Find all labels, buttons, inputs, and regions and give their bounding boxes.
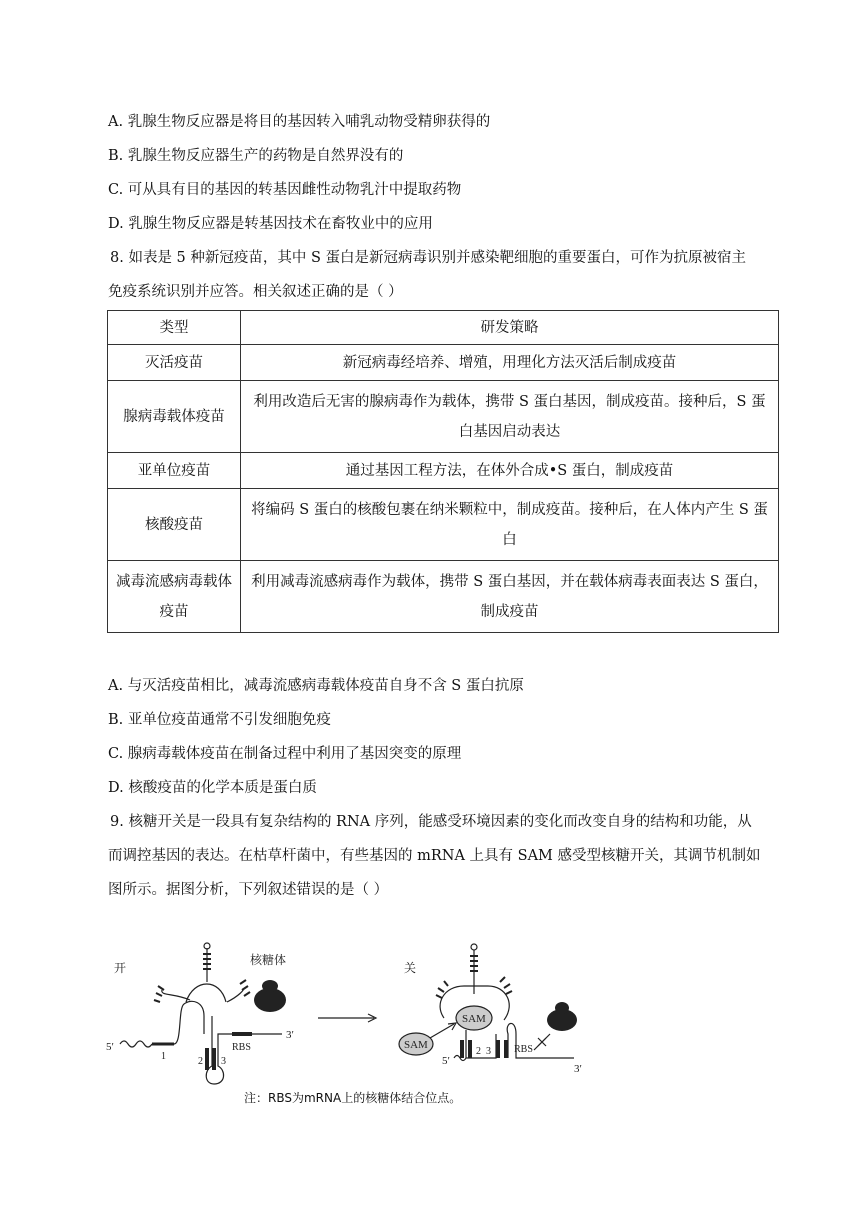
q8-stem-line1: 8. 如表是 5 种新冠疫苗，其中 S 蛋白是新冠病毒识别并感染靶细胞的重要蛋白，可作为抗原被宿主 [110,250,747,266]
hairpin-loop-right [471,944,477,950]
ribosome-label: 核糖体 [250,953,287,967]
n3-left: 3 [221,1056,226,1067]
three-prime-left: 3′ [286,1029,294,1041]
sam-arrow [430,1024,454,1038]
mrna-loop-left [174,1001,204,1044]
q7-option-c: C. 可从具有目的基因的转基因雌性动物乳汁中提取药物 [108,182,462,198]
n2-right: 2 [476,1046,481,1057]
row-strategy: 新冠病毒经培养、增殖，用理化方法灭活后制成疫苗 [241,345,779,381]
riboswitch-figure [104,938,604,1114]
table-row [108,453,779,489]
central-loop-left [186,984,226,1002]
sam-free-label: SAM [404,1039,428,1051]
five-prime-right: 5′ [442,1055,450,1067]
side-loop-left [162,990,190,1000]
row-type: 亚单位疫苗 [108,453,241,489]
q8-stem-line2: 免疫系统识别并应答。相关叙述正确的是（ ） [108,284,403,300]
left-bars-left [154,986,164,1002]
table-header-type: 类型 [108,311,241,345]
row-type: 腺病毒载体疫苗 [108,381,241,453]
q8-option-d: D. 核酸疫苗的化学本质是蛋白质 [108,780,317,796]
row-strategy: 利用改造后无害的腺病毒作为载体，携带 S 蛋白基因，制成疫苗。接种后，S 蛋白基因启动表达 [241,381,779,453]
q9-stem-line2: 而调控基因的表达。在枯草杆菌中，有些基因的 mRNA 上具有 SAM 感受型核糖开关，其调节机制如 [108,848,761,864]
table-row [108,381,779,453]
table-header-strategy: 研发策略 [241,311,779,345]
right-bars-left [240,980,250,996]
q8-option-c: C. 腺病毒载体疫苗在制备过程中利用了基因突变的原理 [108,746,462,762]
on-label: 开 [114,961,127,975]
row-strategy: 通过基因工程方法，在体外合成•S 蛋白，制成疫苗 [241,453,779,489]
stem-2-bar-left [205,1048,209,1070]
table-row [108,345,779,381]
bar-1-right [460,1040,464,1058]
off-label: 关 [404,961,417,975]
row-strategy: 利用减毒流感病毒作为载体，携带 S 蛋白基因，并在载体病毒表面表达 S 蛋白，制成疫苗 [241,561,779,633]
segment-1-label-left: 1 [161,1051,166,1062]
n2-left: 2 [198,1056,203,1067]
q8-option-b: B. 亚单位疫苗通常不引发细胞免疫 [108,712,331,728]
sam-bound-label: SAM [462,1013,486,1025]
blocked-cross [538,1038,546,1046]
q7-option-d: D. 乳腺生物反应器是转基因技术在畜牧业中的应用 [108,216,433,232]
q7-option-b: B. 乳腺生物反应器生产的药物是自然界没有的 [108,148,404,164]
q7-option-a: A. 乳腺生物反应器是将目的基因转入哺乳动物受精卵获得的 [108,114,491,130]
ribosome-small-right [555,1002,569,1014]
bar-3-right [496,1040,500,1058]
row-type: 核酸疫苗 [108,489,241,561]
vaccine-table [107,310,779,633]
table-row [108,489,779,561]
stem-3-bar-left [212,1048,216,1070]
row-type: 灭活疫苗 [108,345,241,381]
three-prime-right: 3′ [574,1063,582,1075]
mrna-wavy-left [120,1041,152,1047]
q9-stem-line1: 9. 核糖开关是一段具有复杂结构的 RNA 序列，能感受环境因素的变化而改变自身的结构和功能，从 [110,814,752,830]
left-bars-right [436,981,448,998]
table-row [108,561,779,633]
right-bars-right [500,977,512,994]
q8-option-a: A. 与灭活疫苗相比，减毒流感病毒载体疫苗自身不含 S 蛋白抗原 [108,678,524,694]
row-type: 减毒流感病毒载体疫苗 [108,561,241,633]
stem-2-3-left [206,1016,228,1084]
bar-2-right [468,1040,472,1058]
rbs-label-right: RBS [514,1044,533,1055]
ribosome-small-left [262,980,278,992]
q9-stem-line3: 图所示。据图分析，下列叙述错误的是（ ） [108,882,389,898]
five-prime-left: 5′ [106,1041,114,1053]
right-stem-left [227,988,244,1002]
n3-right: 3 [486,1046,491,1057]
row-strategy: 将编码 S 蛋白的核酸包裹在纳米颗粒中，制成疫苗。接种后，在人体内产生 S 蛋白 [241,489,779,561]
figure-note: 注：RBS为mRNA上的核糖体结合位点。 [244,1091,462,1105]
rbs-label-left: RBS [232,1042,251,1053]
